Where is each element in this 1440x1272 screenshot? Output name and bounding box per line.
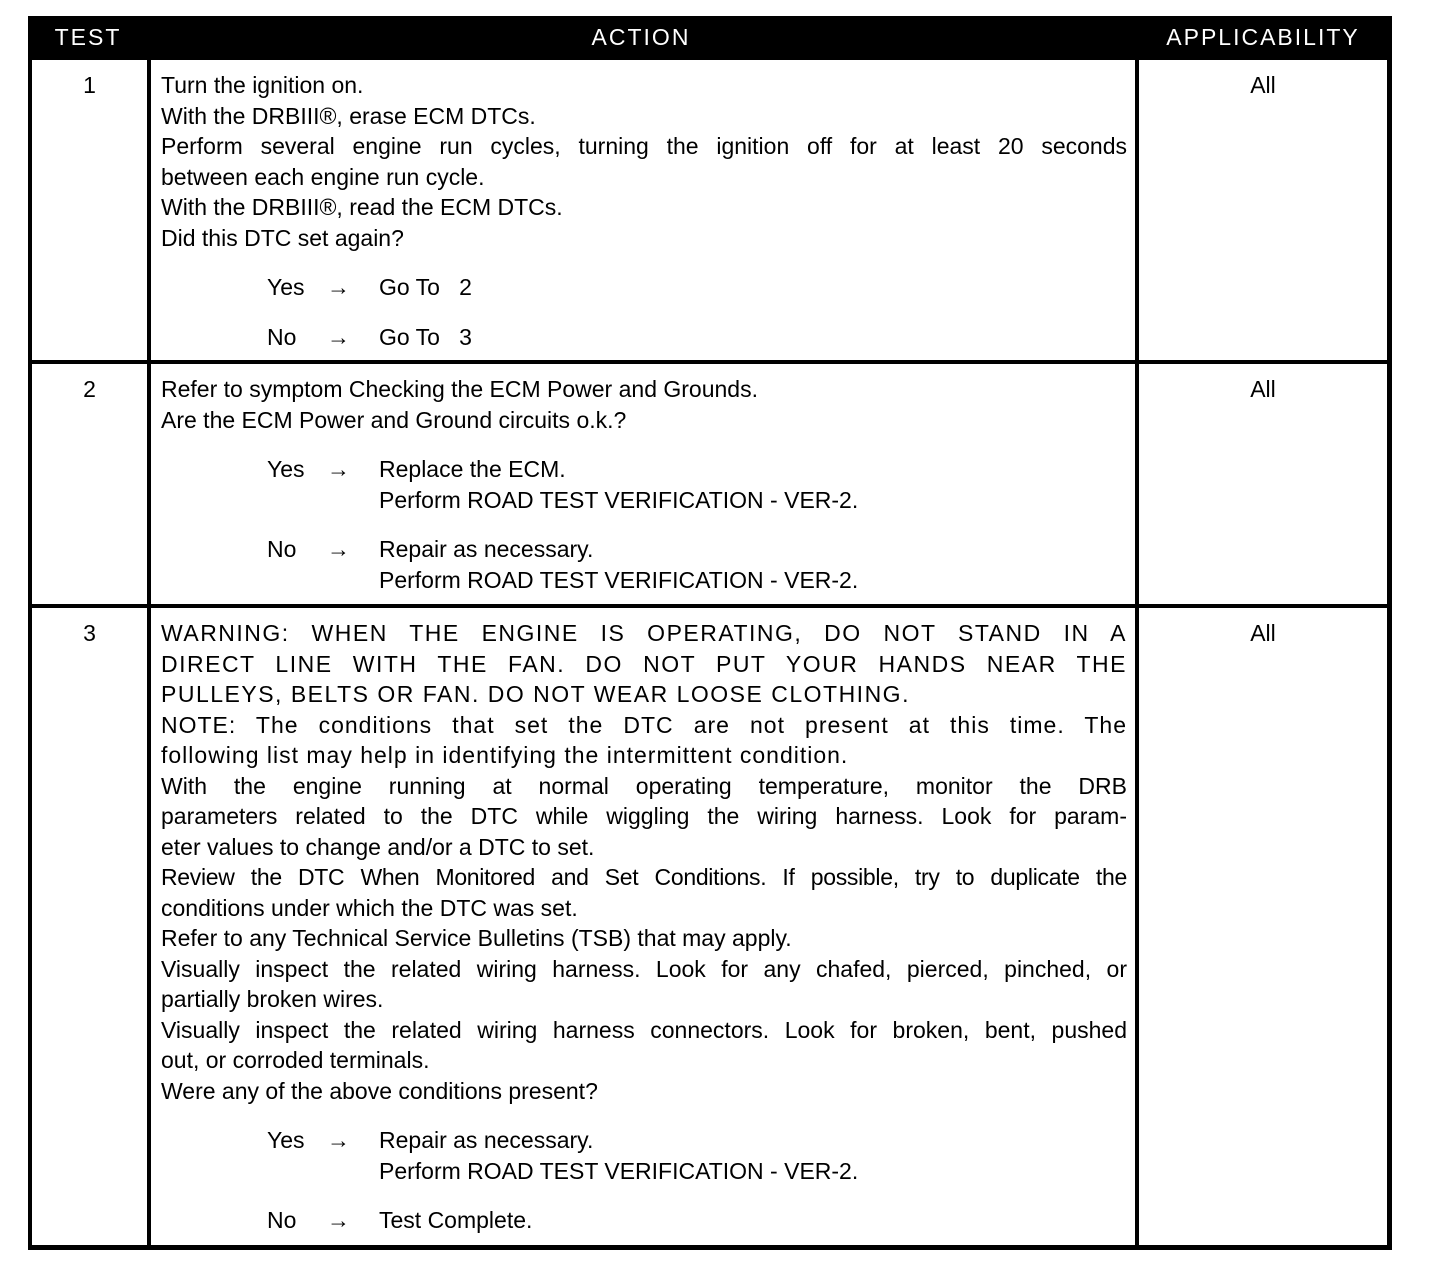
arrow-right-icon: → <box>327 274 350 300</box>
row-2-test-number: 2 <box>32 364 147 604</box>
arrow-right-icon: → <box>327 323 350 350</box>
no-label: No <box>267 323 297 350</box>
no-label: No <box>267 1207 297 1233</box>
no-branch <box>267 1205 1127 1236</box>
action-line: between each engine run cycle. <box>161 163 485 190</box>
yes-branch <box>267 1125 1127 1186</box>
arrow-right-icon: → <box>327 1127 350 1153</box>
row-1-test-number: 1 <box>32 60 147 360</box>
yes-outcome: Repair as necessary. <box>379 1127 594 1153</box>
row-1-applicability: All <box>1139 60 1387 360</box>
yes-outcome: Go To 2 <box>379 274 472 300</box>
arrow-right-icon: → <box>327 1207 350 1233</box>
no-outcome: Test Complete. <box>379 1207 533 1233</box>
action-line: Refer to symptom Checking the ECM Power and Grounds. <box>161 376 758 402</box>
action-line: Refer to any Technical Service Bulletins (TSB) that may apply. <box>161 925 792 951</box>
header-action: ACTION <box>591 23 691 50</box>
row-2-action <box>151 364 1135 604</box>
header-test: TEST <box>54 23 122 50</box>
action-line: Perform several engine run cycles, turning the ignition off for at least 20 seconds <box>161 133 1127 159</box>
action-line: conditions under which the DTC was set. <box>161 894 578 921</box>
yes-label: Yes <box>267 274 305 300</box>
row-2-applicability: All <box>1139 364 1387 604</box>
no-outcome: Repair as necessary. <box>379 536 594 562</box>
header-applicability: APPLICABILITY <box>1166 23 1360 50</box>
yes-label: Yes <box>267 456 305 482</box>
arrow-right-icon: → <box>327 456 350 482</box>
action-line: PULLEYS, BELTS OR FAN. DO NOT WEAR LOOSE CLOTHING. <box>161 681 910 707</box>
row-3-applicability: All <box>1139 608 1387 1245</box>
action-line: With the DRBIII®, read the ECM DTCs. <box>161 194 563 220</box>
action-line: eter values to change and/or a DTC to set. <box>161 833 595 860</box>
row-3-action <box>151 608 1135 1245</box>
action-line: DIRECT LINE WITH THE FAN. DO NOT PUT YOUR HANDS NEAR THE <box>161 650 1127 677</box>
action-line: With the engine running at normal operating temperature, monitor the DRB <box>161 772 1127 799</box>
action-line: Visually inspect the related wiring harness. Look for any chafed, pierced, pinched, or <box>161 955 1127 982</box>
yes-label: Yes <box>267 1127 305 1153</box>
diagnostic-table <box>28 16 1392 1250</box>
yes-outcome: Perform ROAD TEST VERIFICATION - VER-2. <box>379 1157 859 1184</box>
no-branch <box>267 534 1127 595</box>
action-line: following list may help in identifying the intermittent condition. <box>161 742 849 768</box>
yes-outcome: Replace the ECM. <box>379 456 566 482</box>
action-line: parameters related to the DTC while wiggling the wiring harness. Look for param- <box>161 803 1127 829</box>
action-line: WARNING: WHEN THE ENGINE IS OPERATING, DO NOT STAND IN A <box>161 620 1127 646</box>
action-line: Are the ECM Power and Ground circuits o.k.? <box>161 406 627 433</box>
action-line: Did this DTC set again? <box>161 224 404 251</box>
action-line: Review the DTC When Monitored and Set Conditions. If possible, try to duplicate the <box>161 864 1127 890</box>
action-line: Were any of the above conditions present? <box>161 1077 598 1104</box>
row-1-action <box>151 60 1135 360</box>
yes-outcome: Perform ROAD TEST VERIFICATION - VER-2. <box>379 486 859 513</box>
action-line: Turn the ignition on. <box>161 72 364 98</box>
yes-branch <box>267 454 1127 515</box>
no-branch <box>267 322 1127 353</box>
row-3-test-number: 3 <box>32 608 147 1245</box>
yes-branch <box>267 272 1127 303</box>
action-line: out, or corroded terminals. <box>161 1047 430 1073</box>
action-line: partially broken wires. <box>161 986 384 1012</box>
no-outcome: Go To 3 <box>379 323 472 350</box>
action-line: NOTE: The conditions that set the DTC are not present at this time. The <box>161 711 1127 738</box>
no-label: No <box>267 536 297 562</box>
no-outcome: Perform ROAD TEST VERIFICATION - VER-2. <box>379 566 859 593</box>
action-line: With the DRBIII®, erase ECM DTCs. <box>161 102 536 129</box>
arrow-right-icon: → <box>327 536 350 562</box>
action-line: Visually inspect the related wiring harness connectors. Look for broken, bent, pushed <box>161 1016 1127 1043</box>
